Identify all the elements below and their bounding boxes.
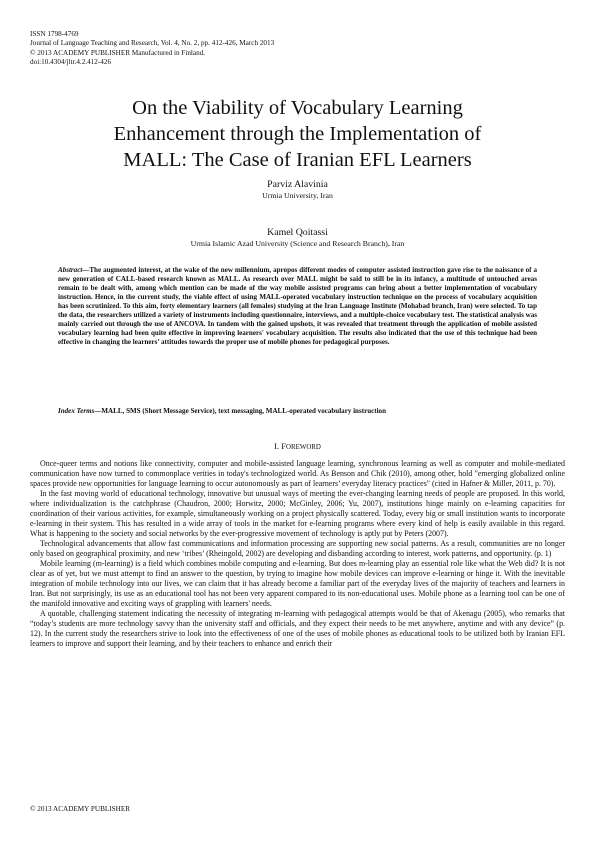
abstract-label: Abstract (58, 266, 83, 274)
paragraph: Technological advancements that allow fast communications and information processing are supporting new social patterns. As a result, communities are no longer only based on geographical proximity, and new ‘tribes’ (Rheingold, 2002) are developing and disbanding according to interest, work patterns, and opportunity. (p. 1) (30, 539, 565, 558)
author-affiliation: Urmia University, Iran (262, 191, 333, 200)
author-name: Parviz Alavinia (267, 179, 328, 190)
paragraph: Once-queer terms and notions like connectivity, computer and mobile-assisted language learning, synchronous learning as well as computer and mobile-mediated communication have now turned to commonplace verities in today's technologized world. As Benson and Chik (2010), among other, hold "emerging globalized online spaces provide new opportunities for language learning to occur autonomously as part of learners’ everyday literacy practices" (cited in Hafner & Miller, 2011, p. 70). (30, 459, 565, 488)
title-line: On the Viability of Vocabulary Learning (132, 97, 463, 119)
paper-title (40, 95, 555, 173)
abstract (58, 266, 537, 347)
title-line: MALL: The Case of Iranian EFL Learners (123, 149, 472, 171)
issn: ISSN 1798-4769 (30, 30, 79, 38)
paragraph: A quotable, challenging statement indicating the necessity of integrating m-learning with pedagogical attempts would be that of Akenagu (2005), who remarks that “today’s students are more technology savvy than the university staff and officials, and they expect their needs to be met anywhere, anytime and with any device” (p. 12). In the current study the researchers strive to look into the effectiveness of one of the uses of mobile phones as educational tools to be utilized both by Iranian EFL learners to improve and support their learning, and by their teachers to enhance and enrich their (30, 609, 565, 648)
section-number: I. (274, 441, 280, 451)
doi: doi:10.4304/jltr.4.2.412-426 (30, 57, 112, 66)
page-footer: © 2013 ACADEMY PUBLISHER (30, 805, 131, 813)
section-title-rest: OREWORD (286, 444, 321, 451)
journal-header (30, 30, 274, 67)
abstract-text: —The augmented interest, at the wake of the new millennium, apropos different modes of computer assisted instruction gave rise to the naissance of a new generation of CALL-based research known as MALL. As research over MALL might be said to still be in its infancy, a multitude of untouched areas remain to be dealt with, among which mention can be made of the way mobile assisted programs can bring about a better implementation of vocabulary instruction. Hence, in the current study, the viable effect of using MALL-operated vocabulary instruction technique on the process of vocabulary acquisition has been scrutinized. To this aim, forty elementary learners (all females) studying at the Iran Language Institute (Mohabad branch, Iran) were selected. To tap the data, the researchers utilized a variety of instruments including questionnaire, interviews, and a multiple-choice vocabulary test. The statistical analysis was mainly carried out through the use of ANCOVA. In tandem with the gained upshots, it was revealed that treatment through the application of mobile assisted vocabulary learning had been quite effective in improving learners' vocabulary acquisition. The results also indicated that the use of this technique had been effective in changing the learners’ attitudes towards the proper use of mobile phones for pedagogical purposes. (58, 266, 537, 346)
index-terms-text: —MALL, SMS (Short Message Service), text messaging, MALL-operated vocabulary instruction (94, 407, 386, 415)
copyright-line: © 2013 ACADEMY PUBLISHER Manufactured in Finland. (30, 48, 206, 57)
body-text (30, 459, 565, 649)
paragraph: In the fast moving world of educational technology, innovative but unusual ways of meeting the ever-changing learning needs of people are proposed. In this world, where individualization is the catchphrase (Chaudron, 2000; Horwitz, 2000; McGinley, 2006; Yu, 2007), institutions hinge mainly on e-learning capacities for coordination of their various activities, for example, simultaneously working on a project physically scattered. Today, every big or small institution wants to incorporate e-learning in their system. This has resulted in a wide array of tools in the market for e-learning programs where every kind of help is easily available in this regard. What is happening to the society and social networks by the ever-progressive movement of technology is aptly put by Peters (2007). (30, 489, 565, 538)
section-heading (30, 441, 565, 453)
title-line: Enhancement through the Implementation of (113, 123, 482, 145)
journal-citation: Journal of Language Teaching and Research, Vol. 4, No. 2, pp. 412-426, March 2013 (30, 39, 275, 48)
author-name: Kamel Qoitassi (267, 227, 328, 238)
author-block (40, 227, 555, 249)
paragraph: Mobile learning (m-learning) is a field which combines mobile computing and e-learning. But does m-learning play an essential role like what the Web did? It is not clear as of yet, but we must attempt to find an answer to the question, by trying to imagine how mobile devices can improve e-learning or hinge it. With the inevitable integration of mobile technology into our lives, we can claim that it has already become a familiar part of the everyday lives of the majority of teachers and learners in Iran. But not surprisingly, its use as an educational tool has not been very apparent compared to its non-educational uses. Mobile phone as a learning tool can be one of the manifold innovative and exciting ways of grappling with learners' needs. (30, 559, 565, 608)
author-affiliation: Urmia Islamic Azad University (Science and Research Branch), Iran (190, 239, 405, 248)
section-title-initial: F (281, 441, 287, 451)
index-terms (58, 407, 537, 416)
author-block (40, 179, 555, 201)
index-terms-label: Index Terms (58, 407, 95, 415)
